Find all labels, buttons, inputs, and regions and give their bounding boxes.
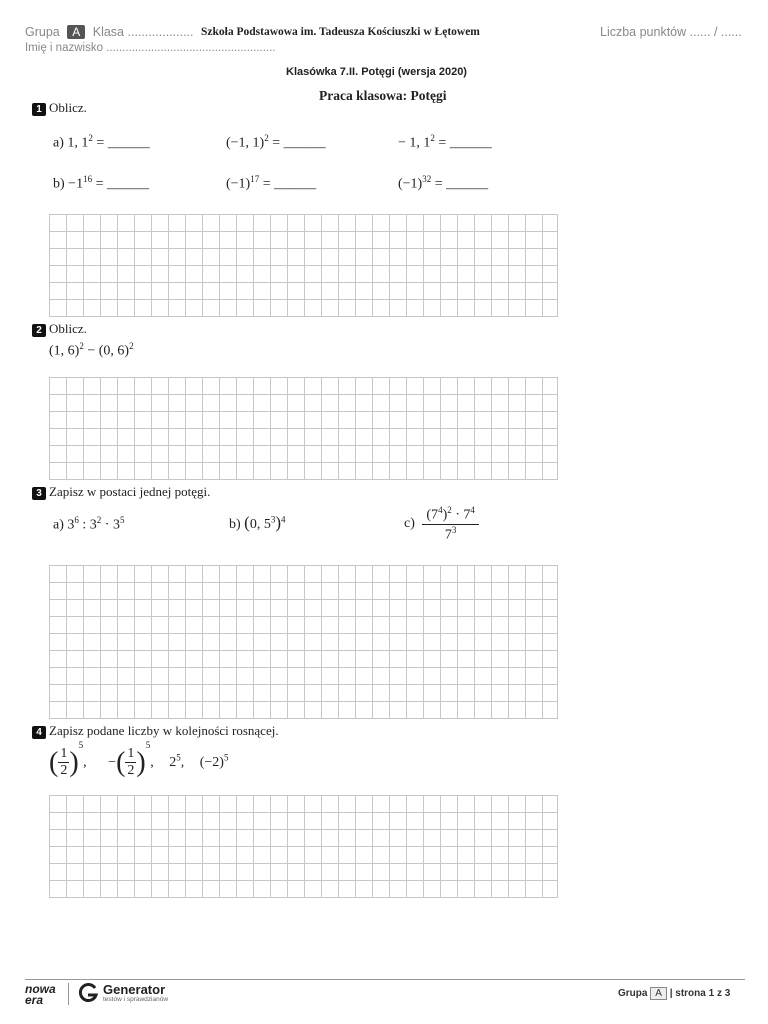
page-number: | strona 1 z 3 (669, 988, 731, 999)
question-text: Zapisz podane liczby w kolejności rosnącej. (49, 723, 279, 738)
name-field: Imię i nazwisko ..................................................... (25, 42, 276, 54)
generator-logo-text: Generator (103, 982, 166, 997)
logo-divider (68, 983, 69, 1005)
group-badge: A (67, 25, 85, 39)
q3-b: b) (0, $5^3)^4$ (229, 513, 286, 532)
question-2-heading (32, 321, 87, 337)
class-label: Klasa (92, 25, 125, 39)
q1-a3: − 1, $1^2$ = ______ (398, 133, 492, 151)
q1-a2: (−1, 1)$^2$ = ______ (226, 133, 326, 151)
question-4-heading (32, 723, 279, 739)
question-number: 2 (32, 324, 46, 337)
footer-page-info: Grupa A | strona 1 z 3 (618, 988, 731, 999)
question-text: Oblicz. (49, 100, 87, 115)
question-number: 1 (32, 103, 46, 116)
generator-icon (77, 982, 99, 1009)
group-label: Grupa (25, 25, 60, 39)
answer-grid-4[interactable] (49, 795, 558, 898)
q1-a1: a) 1, $1^2$ = ______ (53, 133, 150, 151)
group-field (25, 25, 194, 39)
question-number: 4 (32, 726, 46, 739)
points-field: Liczba punktów ...... / ...... (600, 25, 742, 39)
class-dots: ................... (127, 25, 194, 39)
nowa-era-logo: nowa era (25, 982, 56, 1007)
school-name: Szkoła Podstawowa im. Tadeusza Kościuszki w Łętowem (201, 26, 480, 38)
test-title: Klasówka 7.II. Potęgi (wersja 2020) (286, 66, 467, 78)
answer-grid-2[interactable] (49, 377, 558, 480)
q2-expression: (1, 6)$^2$ − (0, 6)$^2$ (49, 341, 134, 359)
question-text: Zapisz w postaci jednej potęgi. (49, 484, 211, 499)
q3-a: a) $3^6$ : $3^2 \cdot 3^5$ (53, 515, 125, 533)
q1-b3: $(-1)^{32}$ = ______ (398, 174, 489, 192)
answer-grid-1[interactable] (49, 214, 558, 317)
question-number: 3 (32, 487, 46, 500)
footer-divider (25, 979, 745, 980)
question-1-heading (32, 100, 87, 116)
question-text: Oblicz. (49, 321, 87, 336)
q3-c: c) $\frac{(7^4)^2 \cdot 7^4}{7^3}$ (404, 505, 479, 543)
generator-logo-subtitle: testów i sprawdzianów (103, 996, 169, 1003)
q1-b1: $b) -1^{16}$ = ______ (53, 174, 149, 192)
question-3-heading (32, 484, 210, 500)
footer-group-badge: A (650, 987, 667, 1000)
answer-grid-3[interactable] (49, 565, 558, 719)
work-title: Praca klasowa: Potęgi (319, 88, 447, 103)
q1-b2: $(-1)^{17}$ = ______ (226, 174, 317, 192)
q4-numbers: ( $\frac{1}{2}$ )$^5$, −( $\frac{1}{2}$ )$^5$, $2^5$, $(-2)^5$ (49, 740, 229, 779)
